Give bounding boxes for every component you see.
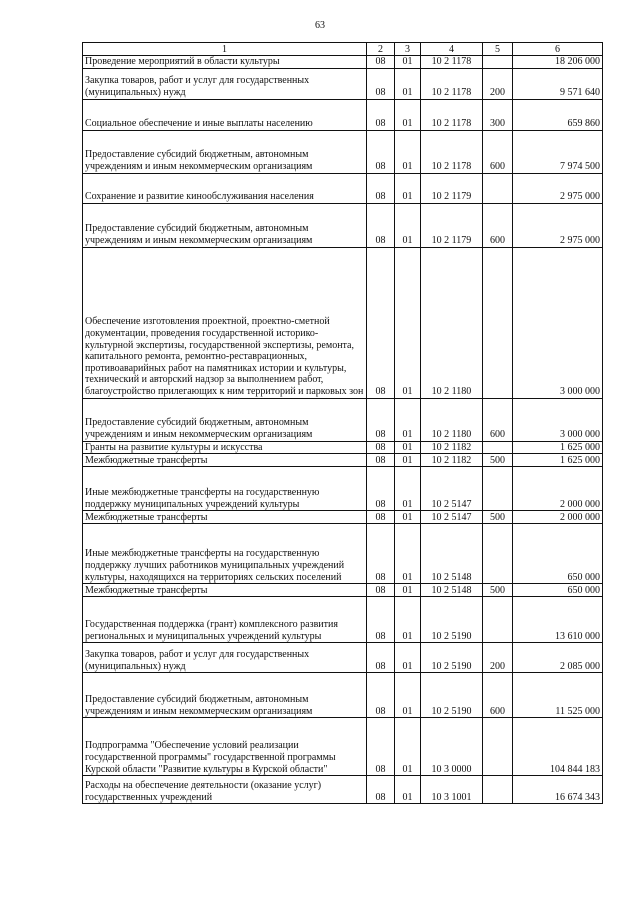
row-target-code: 10 3 0000 bbox=[421, 718, 483, 776]
row-name: Проведение мероприятий в области культуры bbox=[83, 56, 367, 69]
row-subsection: 01 bbox=[395, 398, 421, 441]
row-amount: 16 674 343 bbox=[513, 776, 603, 804]
row-section: 08 bbox=[367, 56, 395, 69]
table-row bbox=[83, 441, 603, 454]
column-header: 2 bbox=[367, 43, 395, 56]
row-subsection: 01 bbox=[395, 511, 421, 524]
row-target-code: 10 2 1180 bbox=[421, 247, 483, 398]
row-amount: 659 860 bbox=[513, 99, 603, 130]
table-row bbox=[83, 584, 603, 597]
row-expense-type bbox=[483, 441, 513, 454]
row-section: 08 bbox=[367, 130, 395, 173]
row-target-code: 10 2 5147 bbox=[421, 511, 483, 524]
row-target-code: 10 2 1178 bbox=[421, 56, 483, 69]
row-subsection: 01 bbox=[395, 597, 421, 643]
row-subsection: 01 bbox=[395, 673, 421, 718]
row-expense-type: 200 bbox=[483, 643, 513, 673]
row-amount: 1 625 000 bbox=[513, 454, 603, 467]
row-subsection: 01 bbox=[395, 68, 421, 99]
row-section: 08 bbox=[367, 99, 395, 130]
row-expense-type bbox=[483, 467, 513, 511]
row-target-code: 10 2 5190 bbox=[421, 673, 483, 718]
row-section: 08 bbox=[367, 454, 395, 467]
row-amount: 7 974 500 bbox=[513, 130, 603, 173]
row-amount: 18 206 000 bbox=[513, 56, 603, 69]
column-header: 5 bbox=[483, 43, 513, 56]
row-section: 08 bbox=[367, 68, 395, 99]
row-subsection: 01 bbox=[395, 776, 421, 804]
row-subsection: 01 bbox=[395, 718, 421, 776]
row-subsection: 01 bbox=[395, 203, 421, 247]
row-subsection: 01 bbox=[395, 524, 421, 584]
table-row bbox=[83, 173, 603, 203]
row-amount: 9 571 640 bbox=[513, 68, 603, 99]
table-row bbox=[83, 673, 603, 718]
table-row bbox=[83, 99, 603, 130]
row-expense-type bbox=[483, 173, 513, 203]
row-section: 08 bbox=[367, 776, 395, 804]
row-name: Предоставление субсидий бюджетным, автономным учреждениям и иным некоммерческим организациям bbox=[83, 673, 367, 718]
row-target-code: 10 2 5190 bbox=[421, 597, 483, 643]
row-expense-type bbox=[483, 56, 513, 69]
row-target-code: 10 2 1179 bbox=[421, 173, 483, 203]
row-expense-type bbox=[483, 597, 513, 643]
table-row bbox=[83, 130, 603, 173]
table-row bbox=[83, 718, 603, 776]
row-section: 08 bbox=[367, 467, 395, 511]
row-name: Гранты на развитие культуры и искусства bbox=[83, 441, 367, 454]
row-section: 08 bbox=[367, 643, 395, 673]
row-amount: 104 844 183 bbox=[513, 718, 603, 776]
row-name: Предоставление субсидий бюджетным, автономным учреждениям и иным некоммерческим организациям bbox=[83, 398, 367, 441]
row-name: Предоставление субсидий бюджетным, автономным учреждениям и иным некоммерческим организациям bbox=[83, 203, 367, 247]
row-expense-type bbox=[483, 524, 513, 584]
table-row bbox=[83, 776, 603, 804]
row-target-code: 10 2 5148 bbox=[421, 584, 483, 597]
row-target-code: 10 2 5148 bbox=[421, 524, 483, 584]
row-expense-type: 500 bbox=[483, 454, 513, 467]
row-target-code: 10 2 1180 bbox=[421, 398, 483, 441]
row-section: 08 bbox=[367, 673, 395, 718]
row-section: 08 bbox=[367, 247, 395, 398]
row-subsection: 01 bbox=[395, 99, 421, 130]
table-row bbox=[83, 511, 603, 524]
row-target-code: 10 2 1179 bbox=[421, 203, 483, 247]
row-subsection: 01 bbox=[395, 584, 421, 597]
row-expense-type bbox=[483, 776, 513, 804]
table-row bbox=[83, 643, 603, 673]
row-subsection: 01 bbox=[395, 467, 421, 511]
row-amount: 2 975 000 bbox=[513, 203, 603, 247]
table-header-row bbox=[83, 43, 603, 56]
row-name: Закупка товаров, работ и услуг для государственных (муниципальных) нужд bbox=[83, 643, 367, 673]
row-amount: 3 000 000 bbox=[513, 247, 603, 398]
row-name: Предоставление субсидий бюджетным, автономным учреждениям и иным некоммерческим организациям bbox=[83, 130, 367, 173]
row-expense-type: 600 bbox=[483, 203, 513, 247]
row-section: 08 bbox=[367, 441, 395, 454]
row-subsection: 01 bbox=[395, 643, 421, 673]
table-row bbox=[83, 467, 603, 511]
row-target-code: 10 2 1178 bbox=[421, 130, 483, 173]
row-subsection: 01 bbox=[395, 441, 421, 454]
row-name: Межбюджетные трансферты bbox=[83, 511, 367, 524]
row-section: 08 bbox=[367, 511, 395, 524]
row-amount: 1 625 000 bbox=[513, 441, 603, 454]
table-row bbox=[83, 68, 603, 99]
page-number: 63 bbox=[315, 20, 325, 31]
row-section: 08 bbox=[367, 173, 395, 203]
table-row bbox=[83, 203, 603, 247]
row-amount: 650 000 bbox=[513, 524, 603, 584]
column-header: 1 bbox=[83, 43, 367, 56]
row-name: Иные межбюджетные трансферты на государственную поддержку муниципальных учреждений культуры bbox=[83, 467, 367, 511]
row-name: Государственная поддержка (грант) комплексного развития региональных и муниципальных учреждений культуры bbox=[83, 597, 367, 643]
table-row bbox=[83, 398, 603, 441]
row-subsection: 01 bbox=[395, 130, 421, 173]
row-target-code: 10 2 1178 bbox=[421, 68, 483, 99]
row-subsection: 01 bbox=[395, 454, 421, 467]
column-header: 4 bbox=[421, 43, 483, 56]
row-expense-type bbox=[483, 718, 513, 776]
row-target-code: 10 2 1182 bbox=[421, 454, 483, 467]
row-amount: 11 525 000 bbox=[513, 673, 603, 718]
row-subsection: 01 bbox=[395, 173, 421, 203]
row-expense-type bbox=[483, 247, 513, 398]
row-amount: 2 000 000 bbox=[513, 511, 603, 524]
table-row bbox=[83, 454, 603, 467]
row-expense-type: 300 bbox=[483, 99, 513, 130]
row-expense-type: 200 bbox=[483, 68, 513, 99]
row-name: Расходы на обеспечение деятельности (оказание услуг) государственных учреждений bbox=[83, 776, 367, 804]
row-name: Межбюджетные трансферты bbox=[83, 584, 367, 597]
row-subsection: 01 bbox=[395, 56, 421, 69]
column-header: 6 bbox=[513, 43, 603, 56]
row-amount: 650 000 bbox=[513, 584, 603, 597]
row-section: 08 bbox=[367, 398, 395, 441]
row-section: 08 bbox=[367, 718, 395, 776]
row-target-code: 10 2 5147 bbox=[421, 467, 483, 511]
row-amount: 13 610 000 bbox=[513, 597, 603, 643]
row-section: 08 bbox=[367, 597, 395, 643]
row-subsection: 01 bbox=[395, 247, 421, 398]
row-name: Межбюджетные трансферты bbox=[83, 454, 367, 467]
row-target-code: 10 2 1182 bbox=[421, 441, 483, 454]
column-header: 3 bbox=[395, 43, 421, 56]
row-name: Сохранение и развитие кинообслуживания населения bbox=[83, 173, 367, 203]
table-row bbox=[83, 524, 603, 584]
row-expense-type: 500 bbox=[483, 511, 513, 524]
row-target-code: 10 2 5190 bbox=[421, 643, 483, 673]
row-amount: 3 000 000 bbox=[513, 398, 603, 441]
row-expense-type: 600 bbox=[483, 130, 513, 173]
row-expense-type: 500 bbox=[483, 584, 513, 597]
row-name: Иные межбюджетные трансферты на государственную поддержку лучших работников муниципальных учреждений культуры, находящихся на территориях сельских поселений bbox=[83, 524, 367, 584]
row-section: 08 bbox=[367, 524, 395, 584]
row-target-code: 10 2 1178 bbox=[421, 99, 483, 130]
budget-table bbox=[82, 42, 603, 804]
row-target-code: 10 3 1001 bbox=[421, 776, 483, 804]
table-row bbox=[83, 247, 603, 398]
row-amount: 2 975 000 bbox=[513, 173, 603, 203]
table-row bbox=[83, 56, 603, 69]
row-section: 08 bbox=[367, 584, 395, 597]
row-name: Социальное обеспечение и иные выплаты населению bbox=[83, 99, 367, 130]
row-name: Подпрограмма "Обеспечение условий реализации государственной программы" государственной программы Курской области "Развитие культуры в Курской области" bbox=[83, 718, 367, 776]
row-expense-type: 600 bbox=[483, 398, 513, 441]
row-name: Закупка товаров, работ и услуг для государственных (муниципальных) нужд bbox=[83, 68, 367, 99]
row-expense-type: 600 bbox=[483, 673, 513, 718]
row-name: Обеспечение изготовления проектной, проектно-сметной документации, проведения государственной историко-культурной экспертизы, государственной экспертизы, ремонта, капитального ремонта, ремонтно-реставрационных, противоаварийных работ на памятниках истории и культуры, технический и авторский надзор за выполнением работ, благоустройство прилегающих к ним территорий и парковых зон bbox=[83, 247, 367, 398]
row-amount: 2 000 000 bbox=[513, 467, 603, 511]
row-section: 08 bbox=[367, 203, 395, 247]
row-amount: 2 085 000 bbox=[513, 643, 603, 673]
table-row bbox=[83, 597, 603, 643]
